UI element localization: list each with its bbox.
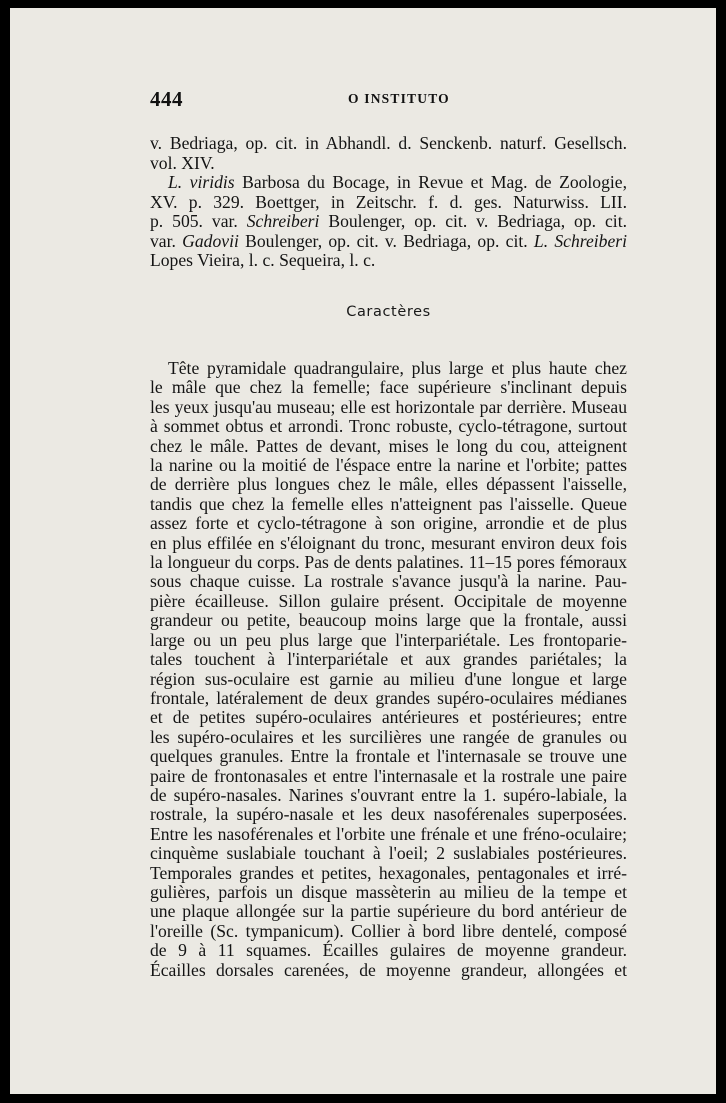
scanned-page (10, 8, 716, 1094)
description-line: la longueur du corps. Pas de dents palatines. 11–15 pores fémoraux (150, 552, 627, 573)
italic-taxon-name: L. Schreiberi (533, 230, 628, 251)
description-line: de supéro-nasales. Narines s'ouvrant entre la 1. supéro-labiale, la (150, 784, 627, 805)
synonymy-line (150, 193, 627, 213)
description-line: Temporales grandes et petites, hexagonales, pentagonales et irré- (150, 862, 627, 883)
description-line: la narine ou la moitié de l'éspace entre la narine et l'orbite; pattes (150, 455, 627, 476)
description-line: paire de frontonasales et entre l'internasale et la rostrale une paire (150, 765, 627, 786)
description-line: Écailles dorsales carenées, de moyenne grandeur, allongées et (150, 959, 627, 980)
synonymy-text: Barbosa du Bocage, in Revue et Mag. de Zoologie, (234, 172, 628, 192)
synonymy-text: XV. p. 329. Boettger, in Zeitschr. f. d. ges. Naturwiss. LII. (150, 191, 627, 212)
synonymy-block (150, 134, 627, 271)
description-line: Tête pyramidale quadrangulaire, plus large et plus haute chez (168, 358, 627, 378)
description-line: tandis que chez la femelle elles n'atteignent pas l'aisselle. Queue (150, 493, 627, 514)
synonymy-line (150, 173, 627, 193)
description-line: assez forte et cyclo-tétragone à son origine, arrondie et de plus (150, 513, 627, 534)
italic-taxon-name: L. viridis (168, 172, 235, 192)
section-heading: Caractères (346, 304, 431, 320)
description-line: tales touchent à l'interpariétale et aux grandes pariétales; la (150, 649, 627, 670)
description-line: Entre les nasoférenales et l'orbite une frénale et une fréno-oculaire; (150, 823, 627, 844)
description-line: une plaque allongée sur la partie supérieure du bord antérieur de (150, 901, 627, 922)
synonymy-text: Boulenger, op. cit. v. Bedriaga, op. cit. (238, 230, 534, 251)
description-line: frontale, latéralement de deux grandes supéro-oculaires médianes (150, 687, 627, 708)
description-line: en plus effilée en s'éloignant du tronc, mesurant environ deux fois (150, 532, 627, 553)
description-line: sous chaque cuisse. La rostrale s'avance jusqu'à la narine. Pau- (150, 571, 627, 592)
synonymy-line (150, 212, 627, 232)
description-line: cinquème suslabiale touchant à l'oeil; 2 suslabiales postérieures. (150, 843, 627, 864)
italic-taxon-name: Schreiberi (246, 211, 320, 231)
description-line: grandeur ou petite, beaucoup moins large que la frontale, aussi (150, 610, 627, 631)
running-head (150, 87, 630, 111)
synonymy-line (150, 134, 627, 154)
page-number: 444 (150, 87, 183, 111)
description-line: rostrale, la supéro-nasale et les deux nasoférenales superposées. (150, 804, 627, 825)
description-line: chez le mâle. Pattes de devant, mises le long du cou, atteignent (150, 435, 627, 456)
description-line: de derrière plus longues chez le mâle, elles dépassent l'aisselle, (150, 474, 627, 495)
description-line: et de petites supéro-oculaires antérieures et postérieures; entre (150, 707, 627, 728)
description-line: pière écailleuse. Sillon gulaire présent. Occipitale de moyenne (150, 590, 627, 611)
description-line: gulières, parfois un disque massèterin au milieu de la tempe et (150, 881, 627, 902)
italic-taxon-name: Gadovii (182, 230, 239, 251)
synonymy-line (150, 232, 627, 252)
synonymy-line (150, 154, 627, 174)
synonymy-text: p. 505. var. (150, 211, 247, 231)
synonymy-line (150, 251, 627, 271)
description-line: l'oreille (Sc. tympanicum). Collier à bord libre dentelé, composé (150, 920, 627, 941)
description-line: les yeux jusqu'au museau; elle est horizontale par derrière. Museau (150, 396, 627, 417)
description-line: de 9 à 11 squames. Écailles gulaires de moyenne grandeur. (150, 940, 627, 961)
description-line: quelques granules. Entre la frontale et l'internasale se trouve une (150, 746, 627, 767)
synonymy-text: vol. XIV. (150, 152, 215, 173)
synonymy-text: Lopes Vieira, l. c. Sequeira, l. c. (150, 250, 376, 270)
synonymy-text: v. Bedriaga, op. cit. in Abhandl. d. Senckenb. naturf. Gesellsch. (150, 133, 627, 153)
description-line: le mâle que chez la femelle; face supérieure s'inclinant depuis (150, 377, 627, 398)
description-line: région sus-oculaire est garnie au milieu d'une longue et large (150, 668, 627, 689)
description-line: large ou un peu plus large que l'interpariétale. Les frontoparie- (150, 629, 627, 650)
synonymy-text: Boulenger, op. cit. v. Bedriaga, op. cit. (319, 211, 627, 231)
description-line: à sommet obtus et arrondi. Tronc robuste, cyclo-tétragone, surtout (150, 416, 627, 437)
journal-title: O INSTITUTO (348, 91, 450, 106)
description-line: les supéro-oculaires et les surcilières une rangée de granules ou (150, 726, 627, 747)
description-block (150, 359, 627, 980)
synonymy-text: var. (150, 230, 183, 251)
